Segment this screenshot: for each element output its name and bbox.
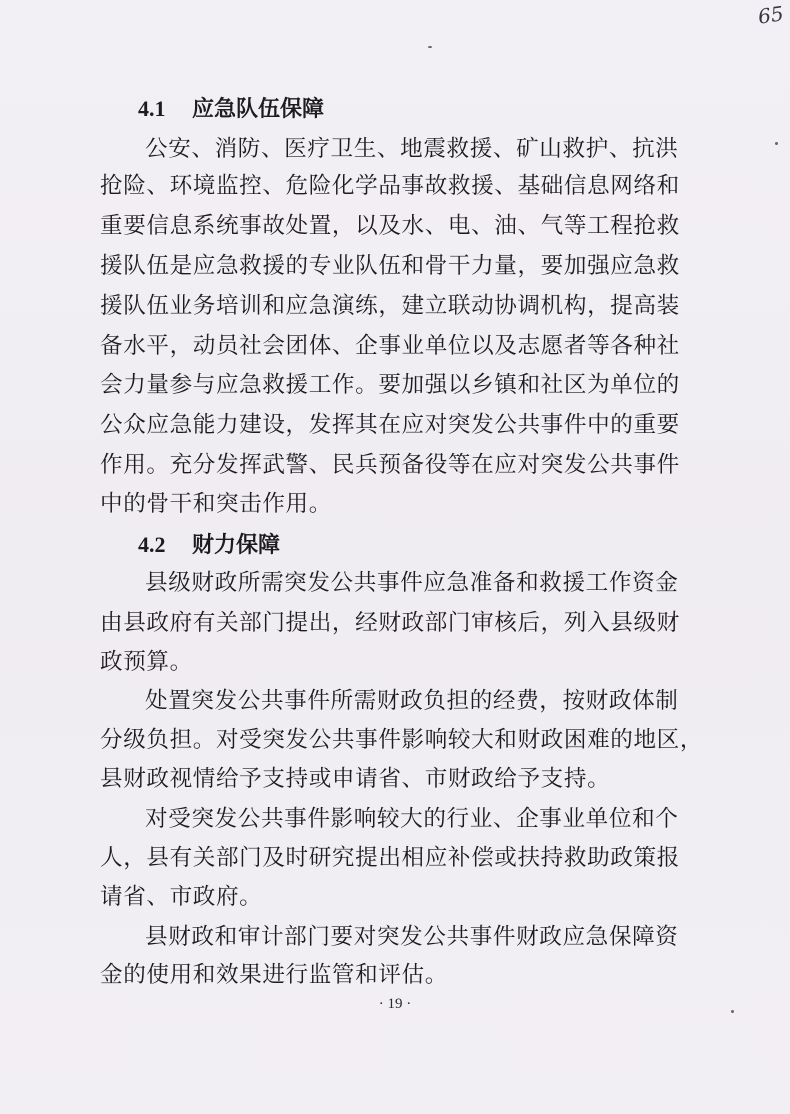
text-line: 县财政和审计部门要对突发公共事件财政应急保障资 (145, 924, 679, 950)
text-line: 县级财政所需突发公共事件应急准备和救援工作资金 (145, 570, 679, 596)
section-heading-4-1 (138, 96, 324, 122)
text-line: 备水平，动员社会团体、企事业单位以及志愿者等各种社 (100, 333, 680, 359)
section-number: 4.1 (138, 96, 166, 121)
text-line: 公众应急能力建设，发挥其在应对突发公共事件中的重要 (100, 412, 680, 438)
text-line: 政预算。 (100, 649, 193, 675)
section-heading-4-2 (138, 532, 280, 558)
text-line: 对受突发公共事件影响较大的行业、企事业单位和个 (145, 806, 679, 832)
scan-speck (775, 142, 778, 145)
text-line: 援队伍是应急救援的专业队伍和骨干力量，要加强应急救 (100, 253, 680, 279)
text-line: 援队伍业务培训和应急演练，建立联动协调机构，提高装 (100, 293, 680, 319)
handwritten-page-number: 65 (756, 1, 785, 29)
text-line: 人，县有关部门及时研究提出相应补偿或扶持救助政策报 (100, 845, 680, 871)
text-line: 会力量参与应急救援工作。要加强以乡镇和社区为单位的 (100, 372, 680, 398)
section-title: 财力保障 (192, 532, 281, 558)
text-line: 处置突发公共事件所需财政负担的经费，按财政体制 (145, 688, 679, 714)
text-line: 由县政府有关部门提出，经财政部门审核后，列入县级财 (100, 610, 680, 636)
section-title: 应急队伍保障 (192, 96, 325, 122)
text-line: 请省、市政府。 (100, 884, 263, 910)
text-line: 作用。充分发挥武警、民兵预备役等在应对突发公共事件 (100, 452, 680, 478)
text-line: 中的骨干和突击作用。 (100, 491, 332, 517)
scan-speck (428, 46, 432, 48)
text-line: 县财政视情给予支持或申请省、市财政给予支持。 (100, 766, 611, 792)
text-line: 金的使用和效果进行监管和评估。 (100, 962, 448, 988)
section-number: 4.2 (138, 532, 166, 557)
text-line: 抢险、环境监控、危险化学品事故救援、基础信息网络和 (100, 173, 680, 199)
text-line: 重要信息系统事故处置，以及水、电、油、气等工程抢救 (100, 213, 680, 239)
text-line: 公安、消防、医疗卫生、地震救援、矿山救护、抗洪 (145, 136, 679, 162)
page-number: · 19 · (378, 996, 412, 1012)
text-line: 分级负担。对受突发公共事件影响较大和财政困难的地区， (100, 727, 704, 753)
